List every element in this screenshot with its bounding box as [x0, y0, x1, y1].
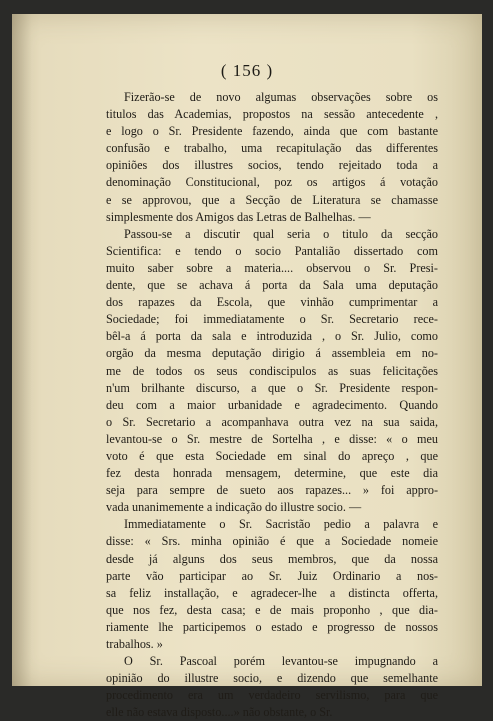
text-line: O Sr. Pascoal porém levantou-se impugnando a: [124, 654, 438, 669]
text-line: titulos das Academias, propostos na sessão antecedente ,: [106, 107, 438, 122]
paragraph: [106, 226, 438, 517]
text-line: elle não estava disposto....» não obstante, o Sr.: [106, 705, 333, 720]
text-line: opinião do illustre socio, e dizendo que semelhante: [106, 671, 438, 686]
text-line: parte vão participar ao Sr. Juiz Ordinario a nos-: [106, 568, 438, 583]
text-line: Passou-se a discutir qual seria o titulo da secção: [124, 226, 438, 241]
body-text: [106, 89, 438, 721]
text-line: opiniões dos illustres socios, tendo rejeitado toda a: [106, 158, 438, 173]
book-page: [12, 14, 482, 720]
text-line: simplesmente dos Amigos das Letras de Balhelhas. —: [106, 209, 371, 224]
text-line: trabalhos. »: [106, 637, 163, 651]
text-line: Immediatamente o Sr. Sacristão pedio a palavra e: [124, 517, 438, 532]
text-line: muito saber sobre a materia.... observou o Sr. Presi-: [106, 260, 438, 275]
text-line: me de todos os seus condiscipulos as suas felicitações: [106, 363, 438, 378]
paragraph: [106, 89, 438, 226]
text-line: levantou-se o Sr. mestre de Sortelha , e disse: « o meu: [106, 431, 438, 446]
paragraph: [106, 653, 438, 721]
page-number: ( 156 ): [220, 61, 274, 80]
text-line: fez desta honrada mensagem, determine, que este dia: [106, 466, 438, 481]
spine-shadow: [12, 14, 32, 686]
text-line: Sociedade; foi immediatamente o Sr. Secretario rece-: [106, 312, 438, 327]
text-line: desde já alguns dos seus membros, que da nossa: [106, 551, 438, 566]
text-line: que nos fez, desta casa; e de mais proponho , que dia-: [106, 602, 438, 617]
text-line: dos rapazes da Escola, que vinhão cumprimentar a: [106, 295, 438, 310]
text-line: dente, que se achava á porta da Sala uma deputação: [106, 278, 438, 293]
text-line: voto é que esta Sociedade em sinal do apreço , que: [106, 448, 438, 463]
text-line: Scientifica: e tendo o socio Pantalião dissertado com: [106, 243, 438, 258]
text-line: orgão da mesma deputação dirigio á assembleia em no-: [106, 346, 438, 361]
text-line: confusão e trabalho, uma recapitulação das differentes: [106, 141, 438, 156]
text-line: disse: « Srs. minha opinião é que a Sociedade nomeie: [106, 534, 438, 549]
text-line: riamente lhe participemos o estado e progresso de nossos: [106, 619, 438, 634]
text-line: n'um brilhante discurso, a que o Sr. Presidente respon-: [106, 380, 438, 395]
text-line: bêl-a á porta da sala e introduzida , o Sr. Julio, como: [106, 329, 438, 344]
text-line: seja para sempre de sueto aos rapazes... » foi appro-: [106, 483, 438, 498]
paragraph: [106, 516, 438, 653]
text-line: o Sr. Secretario a acompanhava outra vez na sua saida,: [106, 414, 438, 429]
text-line: vada unanimemente a indicação do illustre socio. —: [106, 500, 362, 515]
text-line: deu com a maior urbanidade e agradecimento. Quando: [106, 397, 438, 412]
text-line: sa feliz installação, e agradecer-lhe a distincta offerta,: [106, 585, 438, 600]
text-line: procedimento era um verdadeiro servilismo, para que: [106, 688, 438, 703]
text-line: e se approvou, que a Secção de Literatura se chamasse: [106, 192, 438, 207]
text-line: denominação Constitucional, poz os artigos á votação: [106, 175, 438, 190]
text-line: Fizerão-se de novo algumas observações sobre os: [124, 90, 438, 104]
text-line: e logo o Sr. Presidente fazendo, ainda que com bastante: [106, 124, 438, 139]
